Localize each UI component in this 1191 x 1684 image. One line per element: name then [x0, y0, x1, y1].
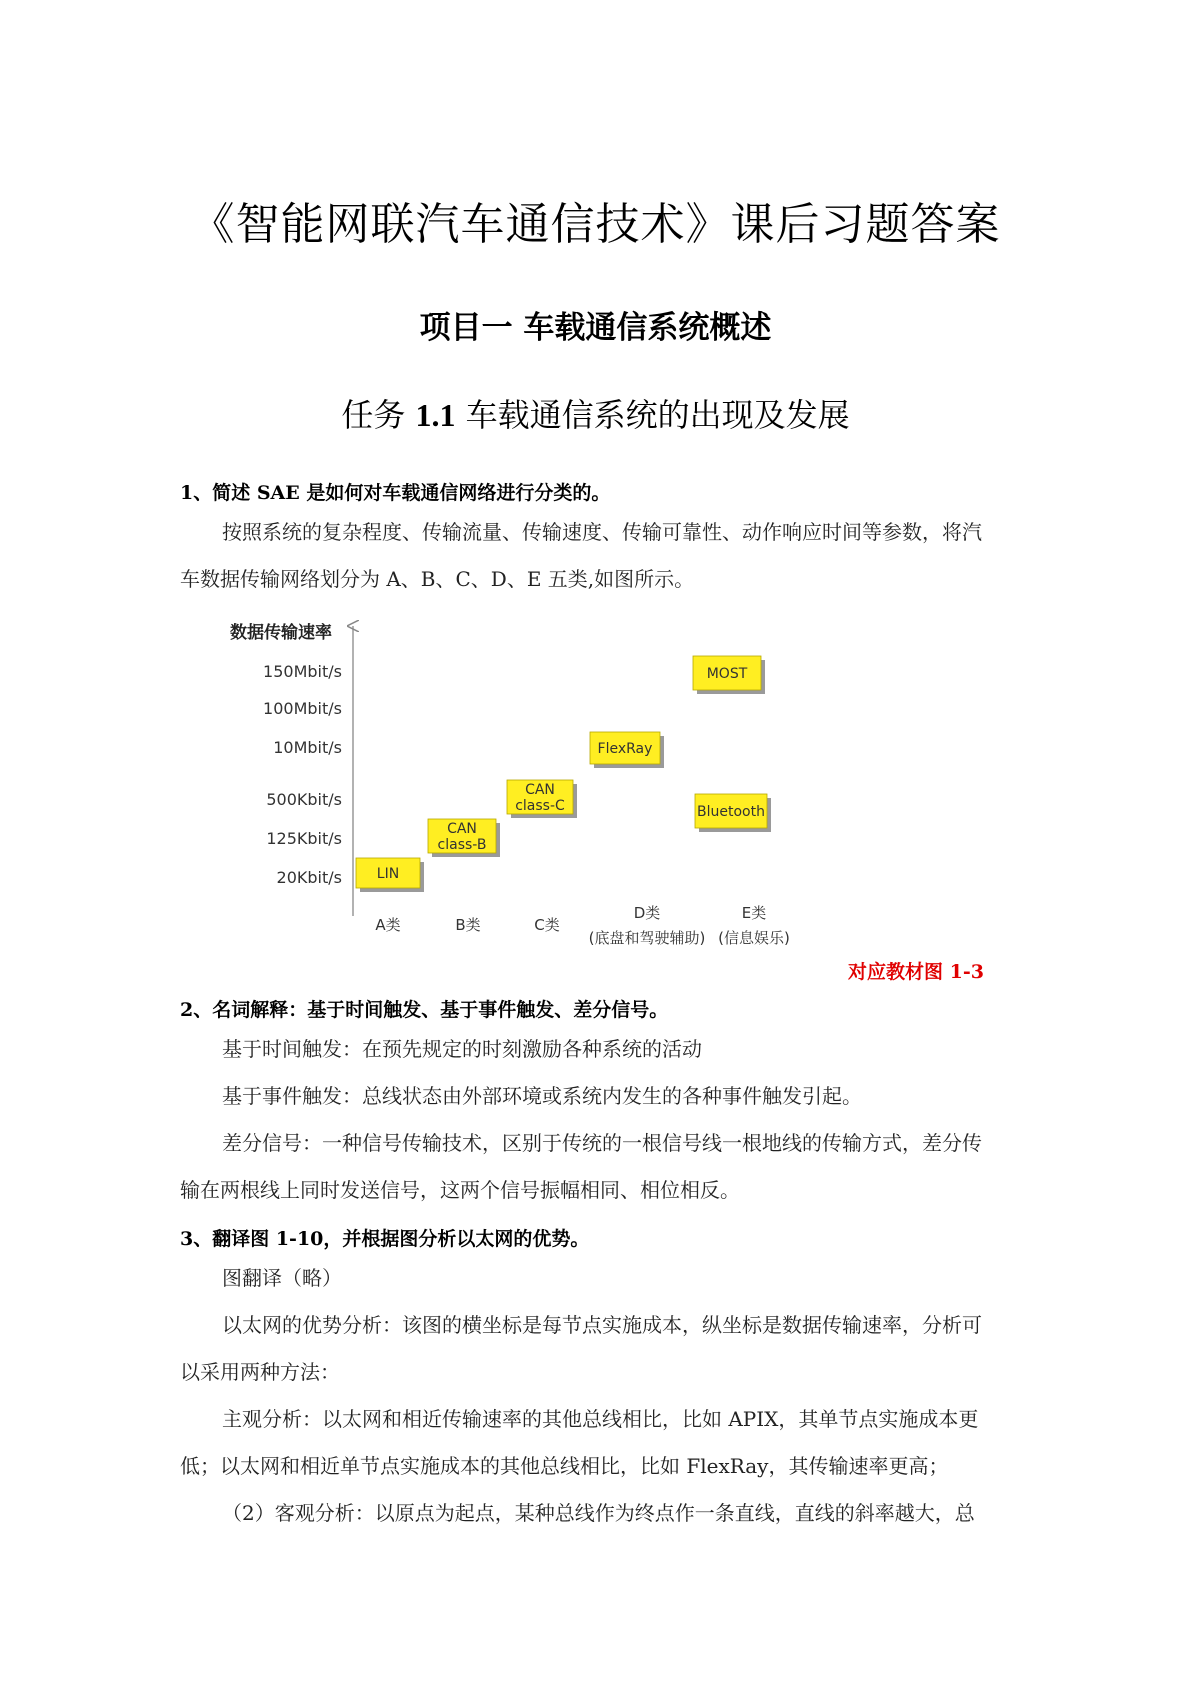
analysis-line-2: 以采用两种方法： — [180, 1360, 340, 1384]
x-category-label: C类 — [534, 916, 560, 934]
x-category-label: B类 — [455, 916, 481, 934]
figure-caption: 对应教材图 1-3 — [848, 961, 984, 983]
point-label: LIN — [376, 866, 400, 882]
point-box-can — [428, 819, 500, 857]
sae-classification-chart — [220, 616, 830, 966]
event-trigger-definition: 基于事件触发：总线状态由外部环境或系统内发生的各种事件触发引起。 — [222, 1084, 862, 1108]
x-category-label: A类 — [375, 916, 401, 934]
differential-signal-line-1: 差分信号：一种信号传输技术，区别于传统的一根信号线一根地线的传输方式，差分传 — [222, 1131, 982, 1155]
x-category-sublabel: (信息娱乐) — [718, 929, 790, 947]
point-label: CAN — [525, 782, 555, 798]
point-label: class-B — [437, 837, 487, 853]
y-tick-label: 10Mbit/s — [273, 738, 342, 757]
question-3: 3、翻译图 1-10，并根据图分析以太网的优势。 — [180, 1228, 590, 1250]
task-suffix: 车载通信系统的出现及发展 — [455, 396, 850, 434]
task-prefix: 任务 — [341, 396, 416, 434]
y-axis-label: 数据传输速率 — [230, 623, 332, 643]
time-trigger-definition: 基于时间触发：在预先规定的时刻激励各种系统的活动 — [222, 1037, 702, 1061]
figure-translation: 图翻译（略） — [222, 1266, 342, 1290]
point-box-bluetooth — [695, 794, 771, 832]
point-label: FlexRay — [597, 741, 653, 757]
y-tick-label: 500Kbit/s — [266, 790, 342, 809]
point-label: CAN — [447, 821, 477, 837]
point-box-most — [693, 656, 765, 694]
point-box-flexray — [590, 732, 664, 768]
task-number: 1.1 — [415, 397, 456, 433]
x-category-label: D类 — [633, 904, 661, 922]
answer-1-line-1: 按照系统的复杂程度、传输流量、传输速度、传输可靠性、动作响应时间等参数，将汽 — [222, 520, 982, 544]
subjective-analysis-line-2: 低；以太网和相近单节点实施成本的其他总线相比，比如 FlexRay，其传输速率更高； — [180, 1454, 949, 1478]
x-category-label: E类 — [741, 904, 767, 922]
document-title: 《智能网联汽车通信技术》课后习题答案 — [190, 199, 1001, 250]
x-category-sublabel: (底盘和驾驶辅助) — [588, 929, 706, 947]
analysis-line-1: 以太网的优势分析：该图的横坐标是每节点实施成本，纵坐标是数据传输速率，分析可 — [222, 1313, 982, 1337]
answer-1-line-2: 车数据传输网络划分为 A、B、C、D、E 五类,如图所示。 — [180, 567, 695, 591]
point-box-can — [507, 780, 577, 818]
question-2: 2、名词解释：基于时间触发、基于事件触发、差分信号。 — [180, 999, 669, 1021]
question-1: 1、简述 SAE 是如何对车载通信网络进行分类的。 — [180, 482, 611, 504]
y-tick-label: 125Kbit/s — [266, 829, 342, 848]
point-box-lin — [356, 858, 424, 892]
project-heading: 项目一 车载通信系统概述 — [419, 310, 772, 346]
task-heading — [0, 390, 1191, 436]
y-tick-label: 150Mbit/s — [263, 662, 342, 681]
point-label: MOST — [706, 666, 748, 682]
objective-analysis-line-1: （2）客观分析：以原点为起点，某种总线作为终点作一条直线，直线的斜率越大，总 — [222, 1501, 975, 1525]
point-label: Bluetooth — [697, 804, 765, 820]
y-tick-label: 100Mbit/s — [263, 699, 342, 718]
point-label: class-C — [515, 798, 565, 814]
y-tick-label: 20Kbit/s — [276, 868, 342, 887]
differential-signal-line-2: 输在两根线上同时发送信号，这两个信号振幅相同、相位相反。 — [180, 1178, 740, 1202]
subjective-analysis-line-1: 主观分析：以太网和相近传输速率的其他总线相比，比如 APIX，其单节点实施成本更 — [222, 1407, 979, 1431]
